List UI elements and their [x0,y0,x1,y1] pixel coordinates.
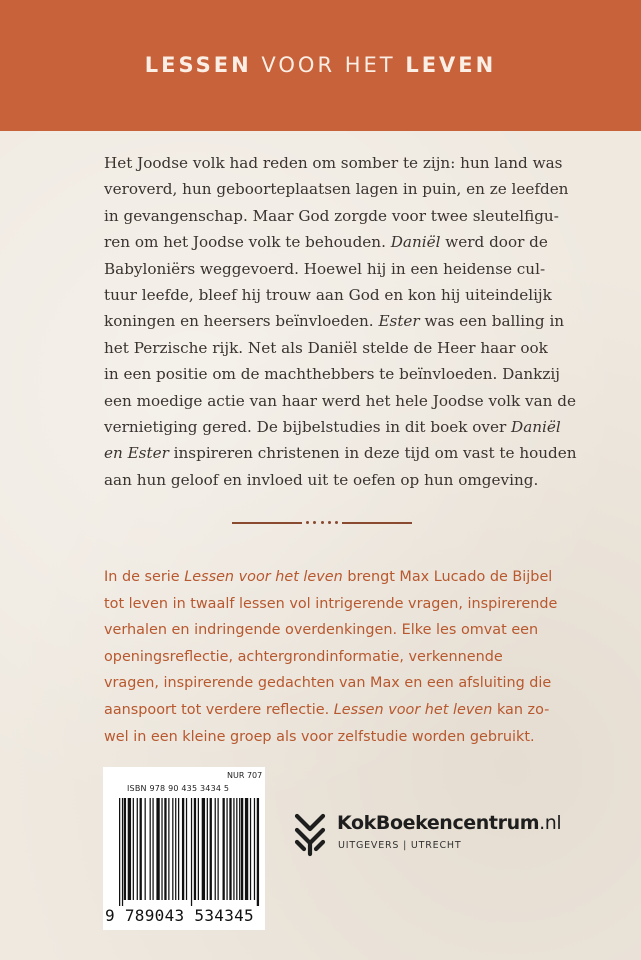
description-text: inspireren christenen in deze tijd om vast te houden [173,444,577,463]
publisher-name-tld: .nl [539,812,562,834]
description-text: koningen en heersers beïnvloeden. [104,312,374,331]
divider-dot [306,521,309,524]
series-description [104,564,574,750]
description-line [104,229,548,255]
description-text: was een balling in [424,312,565,331]
series-banner [0,0,641,131]
book-description [104,150,577,493]
barcode-icon [117,798,261,906]
description-line: aan hun geloof en invloed uit te oefen op hun omgeving. [104,470,539,489]
section-divider [232,521,412,525]
series-line: openingsreflectie, achtergrondinformatie, verkennende [104,648,503,665]
series-title [145,53,496,77]
divider-dot [313,521,316,524]
description-line: Babyloniërs weggevoerd. Hoewel hij in een heidense cul- [104,259,546,278]
description-emphasis-en-ester: en Ester [104,444,169,463]
publisher-subtitle: UITGEVERS | UTRECHT [338,840,462,851]
isbn-number: ISBN 978 90 435 3434 5 [127,784,230,793]
description-emphasis-daniel: Daniël [390,233,441,252]
description-text: ren om het Joodse volk te behouden. [104,233,386,252]
description-line: het Perzische rijk. Net als Daniël stelde de Heer haar ook [104,338,548,357]
description-emphasis-daniel: Daniël [511,418,561,437]
series-text: aanspoort tot verdere reflectie. [104,701,330,718]
series-text: kan zo- [496,701,550,718]
description-line: tuur leefde, bleef hij trouw aan God en kon hij uiteindelijk [104,286,552,305]
barcode-label [103,767,265,930]
publisher-name-bold: KokBoekencentrum [337,812,540,834]
series-text: In de serie [104,569,180,585]
series-text: brengt Max Lucado de Bijbel [347,569,553,585]
series-name-emphasis: Lessen voor het leven [184,569,343,585]
series-line [104,564,574,591]
description-line: veroverd, hun geboorteplaatsen lagen in puin, en ze leefden [104,180,569,199]
series-line: wel in een kleine groep als voor zelfstudie worden gebruikt. [104,728,535,745]
description-line [104,440,577,466]
series-title-lessen: LESSEN [144,52,252,77]
series-line: verhalen en indringende overdenkingen. Elke les omvat een [104,622,539,639]
divider-dot [328,521,331,524]
description-emphasis-ester: Ester [378,312,420,331]
series-line [104,697,574,724]
description-line: een moedige actie van haar werd het hele Joodse volk van de [104,391,577,410]
description-line: Het Joodse volk had reden om somber te zijn: hun land was [104,154,563,172]
publisher-name [337,812,561,834]
series-title-leven: LEVEN [405,52,497,77]
kok-boekencentrum-logo-icon [290,808,328,860]
series-title-voor-het: VOOR HET [261,52,396,77]
series-line: tot leven in twaalf lessen vol intrigerende vragen, inspirerende [104,595,558,612]
description-text: vernietiging gered. De bijbelstudies in dit boek over [104,418,507,437]
description-line [104,308,565,334]
description-text: werd door de [445,233,548,252]
divider-line-right [342,522,412,524]
divider-line-left [232,522,302,524]
description-line [104,414,561,440]
series-line: vragen, inspirerende gedachten van Max en een afsluiting die [104,675,552,692]
ean-number: 9 789043 534345 [105,906,254,925]
description-line: in een positie om de machthebbers te beïnvloeden. Dankzij [104,365,560,384]
series-name-emphasis: Lessen voor het leven [333,701,493,718]
publisher-logo-block [290,808,590,868]
divider-dot [335,521,338,524]
divider-dot [321,521,324,524]
description-line: in gevangenschap. Maar God zorgde voor twee sleutelfigu- [104,206,559,225]
divider-dots [306,521,338,525]
nur-code: NUR 707 [227,771,263,780]
